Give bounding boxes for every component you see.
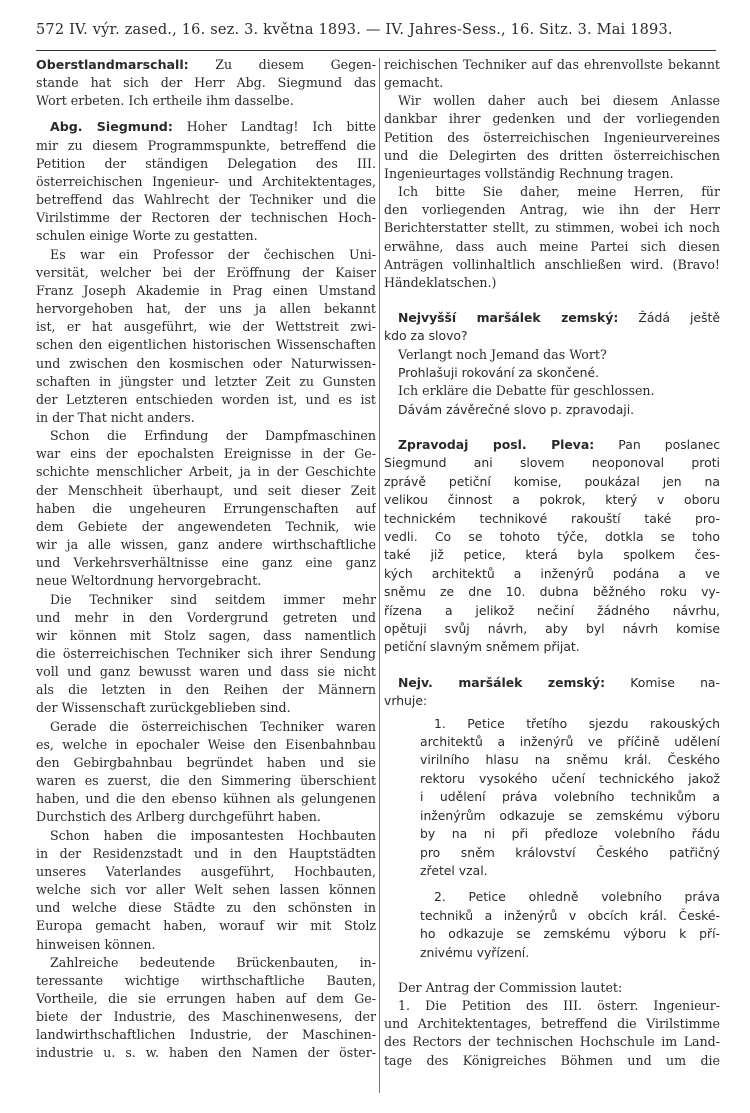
text-line: biete der Industrie, des Maschinenwesens, der	[36, 1009, 376, 1025]
text-line: Ingenieurtages vollständig Rechnung tragen.	[384, 165, 674, 181]
speech-text: Žádá ještě	[618, 310, 720, 326]
speech-text: Hoher Landtag! Ich bitte	[172, 119, 376, 135]
text-line: Virilstimme der Rectoren der technischen Hoch-	[36, 210, 376, 226]
text-line: Es war ein Professor der čechischen Uni-	[50, 246, 376, 262]
right-column	[384, 56, 720, 1070]
text-line: und mehr in den Vordergrund getreten und	[36, 609, 376, 625]
text-line: Durchstich des Arlberg durchgeführt haben.	[36, 809, 321, 825]
text-line: teressante wichtige wirthschaftliche Bauten,	[36, 972, 376, 988]
text-line: Ich bitte Sie daher, meine Herren, für	[398, 184, 720, 200]
paragraph-wir-wollen	[384, 92, 720, 183]
speech-text: Zu diesem Gegen-	[188, 57, 376, 72]
text-line: und welche diese Städte zu den schönsten in	[36, 900, 376, 916]
text-line: ist, er hat ausgeführt, wie der Wettstreit zwi-	[36, 319, 376, 335]
paragraph-nejv-marsalek	[384, 674, 720, 711]
text-line: tage des Königreiches Böhmen und um die	[384, 1052, 720, 1068]
text-line: versität, welcher bei der Eröffnung der Kaiser	[36, 264, 376, 280]
text-line: und Verkehrsverhältnisse eine ganz eine ganz	[36, 555, 376, 571]
text-line: Händeklatschen.)	[384, 274, 497, 290]
speaker-name: Abg. Siegmund:	[50, 119, 173, 135]
text-line: schichte menschlicher Arbeit, ja in der Geschichte	[36, 464, 376, 480]
text-line: schulen einige Worte zu gestatten.	[36, 228, 258, 244]
header-rule	[36, 50, 716, 51]
text-line: schaften in jüngster und letzter Zeit zu Gunsten	[36, 373, 376, 389]
text-line: 1. Die Petition des III. österr. Ingenieur-	[398, 998, 720, 1014]
text-line: Zahlreiche bedeutende Brückenbauten, in-	[50, 954, 376, 970]
text-line: znivému vyřízení.	[420, 944, 530, 960]
text-line: und die Delegirten des dritten österreichischen	[384, 147, 720, 163]
paragraph-hochbauten	[36, 827, 376, 954]
paragraph-ich-bitte	[384, 183, 720, 292]
text-line: landwirthschaftlichen Industrie, der Maschinen-	[36, 1027, 376, 1043]
text-line: reichischen Techniker auf das ehrenvollste bekannt	[384, 57, 720, 72]
text-line: haben, und die den ebenso kühnen als gelungenen	[36, 791, 376, 807]
text-line: pro sněm království Českého patřičný	[420, 844, 720, 860]
speaker-line	[36, 118, 376, 136]
text-line: Wort erbeten. Ich ertheile ihm dasselbe.	[36, 93, 294, 109]
text-line: i udělení práva volebního technikům a	[420, 789, 720, 805]
text-line: Petition der ständigen Delegation des III.	[36, 155, 376, 171]
text-line: haben die ungeheuren Errungenschaften auf	[36, 500, 376, 516]
left-column	[36, 56, 376, 1063]
text-line: Schon haben die imposantesten Hochbauten	[50, 827, 376, 843]
text-line: také již petice, která byla spolkem čes-	[384, 547, 720, 563]
text-line: Dávám závěrečné slovo p. zpravodaji.	[398, 401, 635, 417]
text-line: řízena a jelikož nečiní žádného návrhu,	[384, 602, 720, 618]
text-line: die österreichischen Techniker sich ihrer Sendung	[36, 646, 376, 661]
paragraph-continuation	[384, 56, 720, 92]
commission-title: Der Antrag der Commission lautet:	[398, 979, 623, 995]
text-line: Siegmund ani slovem neoponoval proti	[384, 455, 720, 471]
text-line: zřetel vzal.	[420, 862, 488, 878]
text-line: Petition des österreichischen Ingenieurvereines	[384, 129, 720, 145]
paragraph-oberstlandmarschall	[36, 56, 376, 110]
paragraph-brueckenbauten	[36, 954, 376, 1063]
text-line: welche sich vor aller Welt sehen lassen können	[36, 882, 376, 898]
text-line: als die letzten in den Reihen der Männern	[36, 682, 376, 698]
text-line: den Gebirgbahnbau begründet haben und sie	[36, 754, 376, 770]
text-line: erwähne, dass auch meine Partei sich diesen	[384, 238, 720, 254]
proposal-item-1	[384, 715, 720, 881]
text-line: es, welche in epochaler Weise den Eisenbahnbau	[36, 736, 376, 752]
text-line: industrie u. s. w. haben den Namen der öster-	[36, 1045, 376, 1061]
text-line: den vorliegenden Antrag, wie ihn der Herr	[384, 202, 720, 218]
text-line: inženýrům odkazuje se zemskému výboru	[420, 807, 720, 823]
text-line: kdo za slovo?	[384, 328, 468, 344]
text-line: Europa gemacht haben, worauf wir mit Stolz	[36, 918, 376, 934]
speaker-name: Zpravodaj posl. Pleva:	[398, 436, 595, 452]
text-line: dankbar ihrer gedenken und der vorliegenden	[384, 111, 720, 127]
text-line: Wir wollen daher auch bei diesem Anlasse	[398, 93, 720, 109]
text-line: zprávě petiční komise, poukázal jen na	[384, 473, 720, 489]
paragraph-antrag	[384, 997, 720, 1070]
column-divider	[379, 58, 380, 1093]
speaker-line	[384, 309, 720, 327]
text-line: mir zu diesem Programmspunkte, betreffend die	[36, 137, 376, 153]
text-line: Berichterstatter stellt, zu stimmen, wobei ich noch	[384, 220, 720, 236]
speaker-line	[384, 674, 720, 692]
text-line: vrhuje:	[384, 693, 428, 709]
text-line: petiční slavným sněmem přijat.	[384, 639, 580, 655]
speaker-line	[36, 56, 376, 74]
text-line: opětuji svůj návrh, aby byl návrh komise	[384, 621, 720, 637]
text-line: stande hat sich der Herr Abg. Siegmund das	[36, 75, 376, 91]
text-line: wir ja alle wissen, ganz andere wirthschaftliche	[36, 537, 376, 553]
text-line: betreffend das Wahlrecht der Techniker und die	[36, 192, 376, 208]
speech-text: Pan poslanec	[594, 436, 720, 452]
text-line: 1. Petice třetího sjezdu rakouských	[434, 715, 720, 731]
text-line: und zwischen den kosmischen oder Naturwissen-	[36, 355, 376, 371]
paragraph-zpravodaj	[384, 436, 720, 657]
text-line: schen den eigentlichen historischen Wissenschaften	[36, 337, 376, 353]
speaker-line	[384, 436, 720, 454]
text-line: unseres Vaterlandes ausgeführt, Hochbauten,	[36, 863, 376, 879]
text-line: Franz Joseph Akademie in Prag einen Umstand	[36, 282, 376, 298]
text-line: und Architektentages, betreffend die Virilstimme	[384, 1016, 720, 1032]
text-line: war eins der epochalsten Ereignisse in der Ge-	[36, 446, 376, 462]
text-line: rektoru vysokého učení technického jakož	[420, 770, 720, 786]
text-line: technickém technikové rakouští také pro-	[384, 510, 720, 526]
text-line: by na ni při předloze volebního řádu	[420, 826, 720, 842]
text-line: kých architektů a inženýrů podána a ve	[384, 565, 720, 581]
paragraph-siegmund	[36, 118, 376, 245]
paragraph-professor	[36, 246, 376, 428]
text-line: 2. Petice ohledně volebního práva	[434, 889, 720, 905]
text-line: Vortheile, die sie errungen haben auf dem Ge-	[36, 990, 376, 1006]
speaker-name: Oberstlandmarschall:	[36, 57, 189, 72]
text-line: der Letzteren entschieden worden ist, und es ist	[36, 391, 376, 407]
text-line: Ich erkläre die Debatte für geschlossen.	[398, 383, 655, 399]
text-line: Gerade die österreichischen Techniker waren	[50, 718, 376, 734]
text-line: Verlangt noch Jemand das Wort?	[398, 346, 607, 362]
text-line: hinweisen können.	[36, 936, 156, 952]
paragraph-gerade	[36, 718, 376, 827]
text-line: waren es zuerst, die den Simmering überschient	[36, 773, 376, 789]
text-line: techniků a inženýrů v obcích král. České-	[420, 907, 720, 923]
text-line: virilního hlasu na sněmu král. Českého	[420, 752, 720, 768]
paragraph-dampfmaschinen	[36, 427, 376, 590]
text-line: velikou činnost a pokrok, který v oboru	[384, 492, 720, 508]
text-line: dem Gebiete der angewendeten Technik, wie	[36, 518, 376, 534]
speech-text: Komise na-	[605, 674, 720, 690]
text-line: Prohlašuji rokování za skončené.	[398, 365, 600, 380]
text-line: vedli. Co se tohoto týče, dotkla se toho	[384, 529, 720, 544]
text-line: architektů a inženýrů ve příčině udělení	[420, 734, 720, 750]
text-line: gemacht.	[384, 75, 444, 91]
speaker-name: Nejv. maršálek zemský:	[398, 674, 606, 690]
text-line: Anträgen vollinhaltlich anschließen wird. (Bravo!	[384, 256, 720, 272]
text-line: wir können mit Stolz sagen, dass namentlich	[36, 627, 376, 643]
text-line: der Menschheit überhaupt, und seit dieser Zeit	[36, 482, 376, 498]
text-line: in der Residenzstadt und in den Hauptstädten	[36, 845, 376, 861]
text-line: sněmu ze dne 10. dubna běžného roku vy-	[384, 584, 720, 600]
text-line: neue Weltordnung hervorgebracht.	[36, 573, 262, 589]
page-header: 572 IV. výr. zased., 16. sez. 3. května 1893. — IV. Jahres-Sess., 16. Sitz. 3. Mai 1893.	[36, 22, 673, 38]
paragraph-techniker	[36, 591, 376, 718]
text-line: voll und ganz bewusst waren und dass sie nicht	[36, 664, 376, 680]
text-line: ho odkazuje se zemskému výboru k pří-	[420, 926, 720, 942]
proposal-item-2	[384, 888, 720, 962]
text-line: des Rectors der technischen Hochschule im Land-	[384, 1034, 720, 1050]
text-line: österreichischen Ingenieur- und Architektentages,	[36, 173, 376, 189]
text-line: hervorgehoben hat, der uns ja allen bekannt	[36, 301, 376, 317]
speaker-name: Nejvyšší maršálek zemský:	[398, 310, 619, 326]
text-line: Die Techniker sind seitdem immer mehr	[50, 591, 376, 607]
text-line: in der That nicht anders.	[36, 409, 195, 425]
text-line: Schon die Erfindung der Dampfmaschinen	[50, 428, 376, 444]
text-line: der Wissenschaft zurückgeblieben sind.	[36, 700, 291, 716]
paragraph-nejvyssi-marsalek	[384, 309, 720, 346]
